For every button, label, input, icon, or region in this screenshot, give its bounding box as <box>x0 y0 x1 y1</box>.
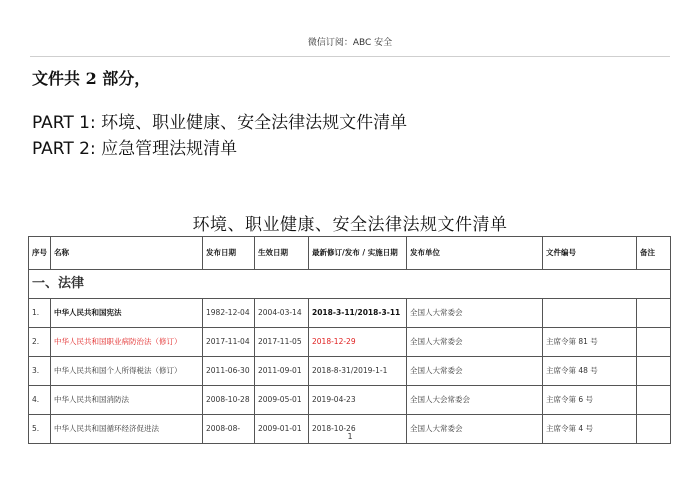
cell-effective-date: 2009-01-01 <box>255 415 309 444</box>
cell-issuer: 全国人大会常委会 <box>407 386 543 415</box>
table-title: 环境、职业健康、安全法律法规文件清单 <box>192 215 508 235</box>
cell-effective-date: 2009-05-01 <box>255 386 309 415</box>
header-remark: 备注 <box>637 237 671 270</box>
cell-publish-date: 1982-12-04 <box>203 299 255 328</box>
cell-name: 中华人民共和国消防法 <box>51 386 203 415</box>
header-note: 微信订阅：ABC 安全 <box>307 38 393 48</box>
cell-remark <box>637 328 671 357</box>
cell-issuer: 全国人大常委会 <box>407 415 543 444</box>
cell-name: 中华人民共和国循环经济促进法 <box>51 415 203 444</box>
cell-publish-date: 2011-06-30 <box>203 357 255 386</box>
table-row <box>29 328 671 357</box>
cell-revision-date: 2018-8-31/2019-1-1 <box>309 357 407 386</box>
document-summary: 文件共 2 部分， <box>32 69 151 88</box>
cell-issuer: 全国人大常委会 <box>407 357 543 386</box>
table-row <box>29 386 671 415</box>
cell-remark <box>637 299 671 328</box>
cell-remark <box>637 357 671 386</box>
header-name: 名称 <box>51 237 203 270</box>
cell-publish-date: 2008-10-28 <box>203 386 255 415</box>
law-list-table <box>28 236 671 444</box>
cell-name: 中华人民共和国宪法 <box>51 299 203 328</box>
header-doc-number: 文件编号 <box>543 237 637 270</box>
cell-seq: 5. <box>29 415 51 444</box>
cell-seq: 3. <box>29 357 51 386</box>
page-number: 1 <box>347 432 353 441</box>
cell-seq: 1. <box>29 299 51 328</box>
part-2-title: PART 2: 应急管理法规清单 <box>32 139 238 159</box>
cell-seq: 4. <box>29 386 51 415</box>
cell-publish-date: 2017-11-04 <box>203 328 255 357</box>
cell-doc-number: 主席令第 6 号 <box>543 386 637 415</box>
part-1-title: PART 1: 环境、职业健康、安全法律法规文件清单 <box>32 113 408 133</box>
cell-revision-date: 2018-3-11/2018-3-11 <box>309 299 407 328</box>
cell-remark <box>637 386 671 415</box>
cell-effective-date: 2017-11-05 <box>255 328 309 357</box>
header-issuer: 发布单位 <box>407 237 543 270</box>
header-effective-date: 生效日期 <box>255 237 309 270</box>
header-divider <box>30 56 670 57</box>
cell-doc-number: 主席令第 48 号 <box>543 357 637 386</box>
table-row <box>29 299 671 328</box>
cell-effective-date: 2011-09-01 <box>255 357 309 386</box>
cell-doc-number <box>543 299 637 328</box>
cell-doc-number: 主席令第 4 号 <box>543 415 637 444</box>
cell-seq: 2. <box>29 328 51 357</box>
table-row <box>29 357 671 386</box>
cell-revision-date: 2018-10-26 <box>309 415 407 444</box>
cell-name: 中华人民共和国个人所得税法（修订） <box>51 357 203 386</box>
cell-doc-number: 主席令第 81 号 <box>543 328 637 357</box>
cell-publish-date: 2008-08- <box>203 415 255 444</box>
section-title: 一、法律 <box>29 270 671 299</box>
table-header-row <box>29 237 671 270</box>
section-row <box>29 270 671 299</box>
cell-name: 中华人民共和国职业病防治法（修订） <box>51 328 203 357</box>
cell-issuer: 全国人大常委会 <box>407 299 543 328</box>
header-seq: 序号 <box>29 237 51 270</box>
cell-revision-date: 2019-04-23 <box>309 386 407 415</box>
header-publish-date: 发布日期 <box>203 237 255 270</box>
header-revision-date: 最新修订/发布 / 实施日期 <box>309 237 407 270</box>
cell-effective-date: 2004-03-14 <box>255 299 309 328</box>
cell-revision-date: 2018-12-29 <box>309 328 407 357</box>
cell-issuer: 全国人大常委会 <box>407 328 543 357</box>
